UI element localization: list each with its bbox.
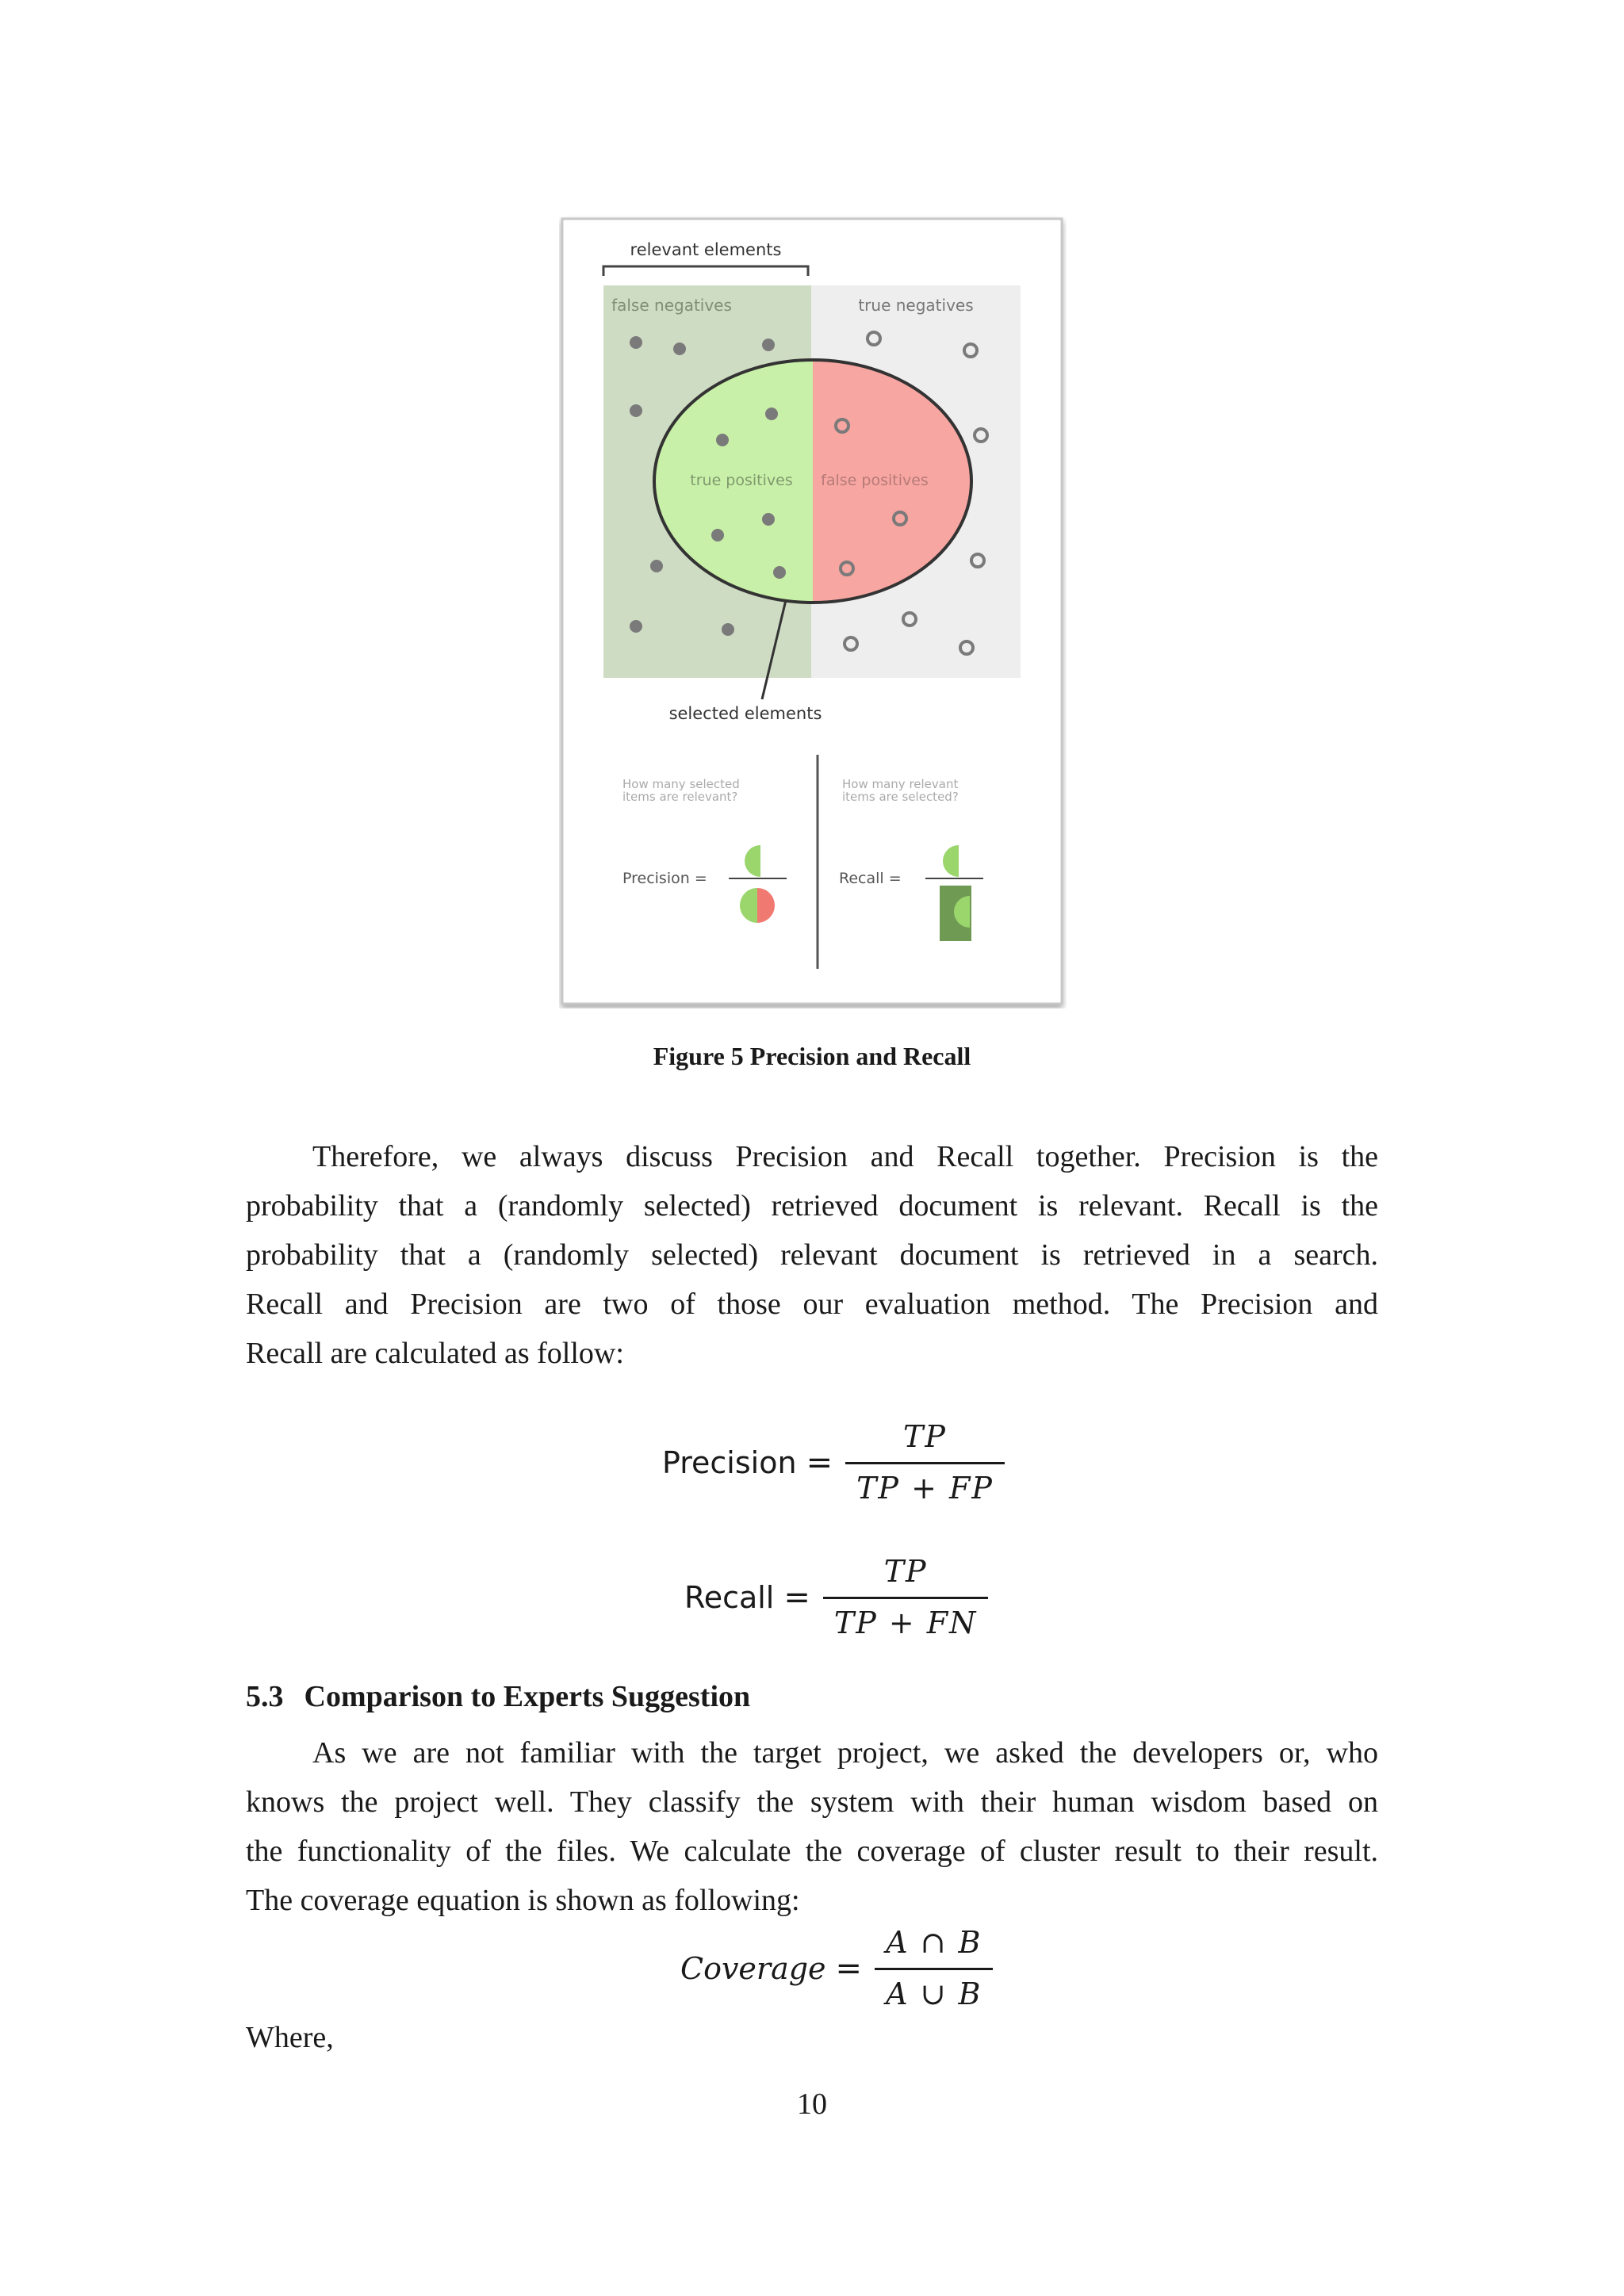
relevant-dot xyxy=(762,339,775,351)
numerator: TP xyxy=(903,1419,947,1454)
recall-question-line1: How many relevant xyxy=(842,777,959,791)
false-negatives-label: false negatives xyxy=(611,296,732,315)
precision-recall-figure xyxy=(559,216,1067,1008)
page-number: 10 xyxy=(797,2087,827,2121)
fraction xyxy=(845,1419,1005,1506)
relevant-dot xyxy=(711,529,724,541)
relevant-dot xyxy=(722,623,734,636)
denominator: TP + FP xyxy=(856,1471,994,1506)
relevant-dot xyxy=(673,342,686,355)
relevant-dot xyxy=(773,566,786,579)
numerator: TP xyxy=(883,1554,928,1589)
figure-caption: Figure 5 Precision and Recall xyxy=(653,1042,971,1070)
paragraph-precision-recall xyxy=(246,1132,1378,1378)
section-heading xyxy=(246,1679,750,1714)
fraction xyxy=(823,1554,989,1640)
relevant-dot xyxy=(630,620,642,633)
true-positives-label: true positives xyxy=(690,472,793,489)
text-line: probability that a (randomly selected) relevant document is retrieved in a search. xyxy=(246,1238,1378,1272)
recall-mini-label: Recall = xyxy=(839,870,902,887)
precision-mini-label: Precision = xyxy=(622,870,707,887)
recall-equation xyxy=(684,1554,988,1640)
text-line: probability that a (randomly selected) retrieved document is relevant. Recall is the xyxy=(246,1189,1378,1223)
section-number: 5.3 xyxy=(246,1680,284,1713)
precision-question-line1: How many selected xyxy=(622,777,740,791)
coverage-equation xyxy=(680,1925,993,2011)
relevant-dot xyxy=(630,404,642,417)
equals-sign: = xyxy=(783,1578,810,1616)
selected-elements-label: selected elements xyxy=(668,704,822,723)
equals-sign: = xyxy=(835,1950,863,1987)
precision-question-line2: items are relevant? xyxy=(622,790,738,804)
equation-lhs: Coverage xyxy=(680,1950,826,1986)
text-line: Therefore, we always discuss Precision and Recall together. Precision is the xyxy=(312,1140,1378,1173)
equation-lhs: Recall xyxy=(684,1579,775,1615)
section-title: Comparison to Experts Suggestion xyxy=(304,1680,751,1713)
denominator: TP + FN xyxy=(833,1605,978,1640)
false-positives-label: false positives xyxy=(821,472,929,489)
precision-equation xyxy=(662,1419,1005,1506)
text-line: The coverage equation is shown as following: xyxy=(246,1884,800,1917)
relevant-dot xyxy=(650,560,663,572)
fraction xyxy=(875,1925,993,2011)
paragraph-coverage xyxy=(246,1728,1378,1925)
true-negatives-label: true negatives xyxy=(858,296,974,315)
text-line: Recall are calculated as follow: xyxy=(246,1337,624,1370)
equation-lhs: Precision xyxy=(662,1445,797,1480)
relevant-dot xyxy=(716,434,729,446)
relevant-dot xyxy=(762,513,775,526)
text-line: knows the project well. They classify the system with their human wisdom based on xyxy=(246,1785,1378,1819)
recall-question-line2: items are selected? xyxy=(842,790,959,804)
denominator: A ∪ B xyxy=(886,1976,982,2011)
equals-sign: = xyxy=(806,1444,833,1481)
relevant-elements-label: relevant elements xyxy=(630,240,782,259)
text-line: Recall and Precision are two of those our evaluation method. The Precision and xyxy=(246,1288,1378,1321)
relevant-dot xyxy=(630,336,642,349)
text-line: As we are not familiar with the target project, we asked the developers or, who xyxy=(312,1736,1378,1770)
text-line: the functionality of the files. We calculate the coverage of cluster result to their result. xyxy=(246,1835,1378,1868)
where-text: Where, xyxy=(246,2021,334,2054)
relevant-dot xyxy=(765,408,778,420)
numerator: A ∩ B xyxy=(886,1925,982,1960)
